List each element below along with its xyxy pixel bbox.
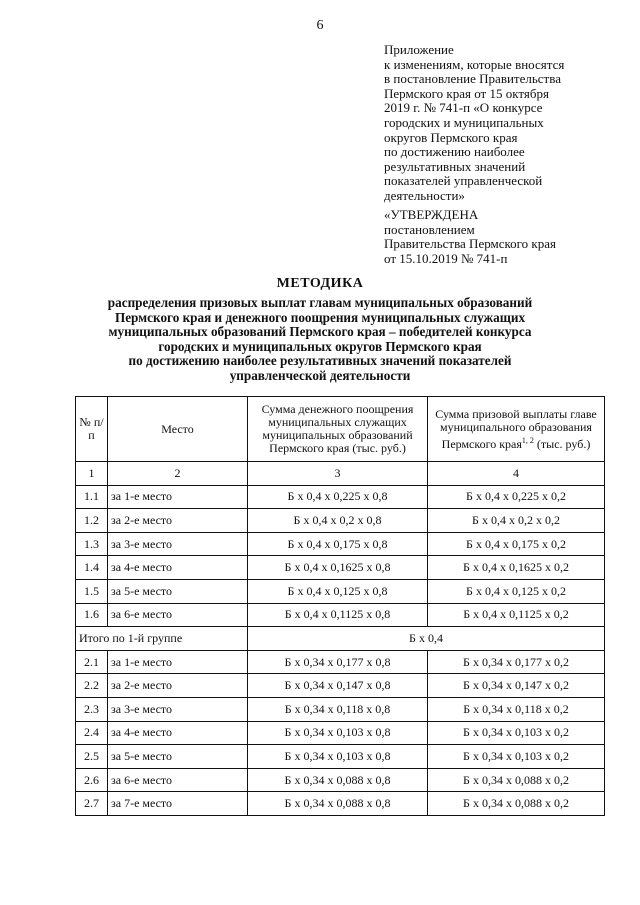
document-subtitle [60, 296, 580, 384]
row-number: 1.3 [76, 532, 108, 556]
table-row [76, 721, 605, 745]
column-index: 4 [428, 462, 605, 486]
row-place: за 6-е место [108, 603, 248, 627]
row-place: за 2-е место [108, 674, 248, 698]
table-row [76, 792, 605, 816]
head-prize-formula: Б х 0,4 х 0,125 х 0,2 [428, 579, 605, 603]
row-number: 2.4 [76, 721, 108, 745]
head-prize-formula: Б х 0,4 х 0,225 х 0,2 [428, 485, 605, 509]
row-place: за 5-е место [108, 745, 248, 769]
employee-award-formula: Б х 0,4 х 0,1625 х 0,8 [248, 556, 428, 580]
employee-award-formula: Б х 0,4 х 0,175 х 0,8 [248, 532, 428, 556]
row-number: 2.1 [76, 650, 108, 674]
row-number: 1.1 [76, 485, 108, 509]
employee-award-formula: Б х 0,34 х 0,147 х 0,8 [248, 674, 428, 698]
row-number: 2.7 [76, 792, 108, 816]
row-place: за 3-е место [108, 697, 248, 721]
head-prize-formula: Б х 0,4 х 0,1625 х 0,2 [428, 556, 605, 580]
employee-award-formula: Б х 0,4 х 0,125 х 0,8 [248, 579, 428, 603]
page-number: 6 [316, 18, 324, 33]
head-prize-formula: Б х 0,4 х 0,175 х 0,2 [428, 532, 605, 556]
row-number: 1.6 [76, 603, 108, 627]
table-row [76, 532, 605, 556]
table-header-row [76, 397, 605, 462]
group-total-row [76, 627, 605, 651]
row-place: за 6-е место [108, 768, 248, 792]
appendix-line: Приложение [384, 42, 454, 57]
header-employee-award: Сумма денежного поощрения муниципальных служащих муниципальных образований Пермского края (тыс. руб.) [248, 397, 428, 462]
subtitle-line: городских и муниципальных округов Пермского края [158, 338, 482, 354]
row-number: 2.2 [76, 674, 108, 698]
head-prize-formula: Б х 0,34 х 0,177 х 0,2 [428, 650, 605, 674]
approval-line: «УТВЕРЖДЕНА [384, 207, 479, 222]
appendix-line: результативных значений [384, 158, 526, 174]
employee-award-formula: Б х 0,34 х 0,118 х 0,8 [248, 697, 428, 721]
group-total-value: Б х 0,4 [248, 627, 605, 651]
employee-award-formula: Б х 0,34 х 0,177 х 0,8 [248, 650, 428, 674]
subtitle-line: управленческой деятельности [229, 367, 411, 383]
table-row [76, 556, 605, 580]
table-row [76, 509, 605, 533]
head-prize-formula: Б х 0,34 х 0,103 х 0,2 [428, 721, 605, 745]
subtitle-line: по достижению наиболее результативных значений показателей [128, 353, 512, 369]
employee-award-formula: Б х 0,4 х 0,225 х 0,8 [248, 485, 428, 509]
header-head-prize-text: Сумма призовой выплаты главе муниципального образования Пермского края [435, 406, 597, 451]
row-place: за 1-е место [108, 650, 248, 674]
footnote-marker: 1, 2 [521, 435, 534, 445]
appendix-line: по достижению наиболее [384, 144, 525, 160]
row-number: 1.2 [76, 509, 108, 533]
table-row [76, 579, 605, 603]
distribution-table [75, 396, 605, 816]
head-prize-formula: Б х 0,4 х 0,1125 х 0,2 [428, 603, 605, 627]
table-row [76, 745, 605, 769]
approval-line: постановлением [384, 221, 475, 237]
table-row [76, 603, 605, 627]
approval-line: Правительства Пермского края [384, 236, 556, 252]
row-number: 2.6 [76, 768, 108, 792]
head-prize-formula: Б х 0,34 х 0,147 х 0,2 [428, 674, 605, 698]
row-place: за 5-е место [108, 579, 248, 603]
appendix-line: показателей управленческой [384, 173, 543, 189]
employee-award-formula: Б х 0,4 х 0,2 х 0,8 [248, 509, 428, 533]
appendix-line: городских и муниципальных [384, 114, 544, 130]
column-index-row [76, 462, 605, 486]
row-number: 2.5 [76, 745, 108, 769]
head-prize-formula: Б х 0,4 х 0,2 х 0,2 [428, 509, 605, 533]
head-prize-formula: Б х 0,34 х 0,088 х 0,2 [428, 792, 605, 816]
approval-block [384, 208, 624, 266]
group-total-label: Итого по 1-й группе [76, 627, 248, 651]
table-row [76, 674, 605, 698]
appendix-block [384, 43, 624, 204]
appendix-line: Пермского края от 15 октября [384, 85, 549, 101]
row-place: за 2-е место [108, 509, 248, 533]
table-row [76, 650, 605, 674]
appendix-line: 2019 г. № 741-п «О конкурсе [384, 100, 543, 116]
appendix-line: деятельности» [384, 187, 465, 203]
header-place: Место [108, 397, 248, 462]
table-row [76, 768, 605, 792]
employee-award-formula: Б х 0,34 х 0,088 х 0,8 [248, 792, 428, 816]
row-place: за 7-е место [108, 792, 248, 816]
approval-line: от 15.10.2019 № 741-п [384, 250, 508, 266]
row-place: за 1-е место [108, 485, 248, 509]
column-index: 1 [76, 462, 108, 486]
employee-award-formula: Б х 0,34 х 0,103 х 0,8 [248, 745, 428, 769]
employee-award-formula: Б х 0,4 х 0,1125 х 0,8 [248, 603, 428, 627]
header-number: № п/п [76, 397, 108, 462]
row-number: 1.5 [76, 579, 108, 603]
header-head-prize [428, 397, 605, 462]
subtitle-line: муниципальных образований Пермского края – победителей конкурса [108, 324, 532, 340]
employee-award-formula: Б х 0,34 х 0,088 х 0,8 [248, 768, 428, 792]
row-place: за 4-е место [108, 721, 248, 745]
subtitle-line: распределения призовых выплат главам муниципальных образований [107, 295, 533, 310]
row-place: за 3-е место [108, 532, 248, 556]
table-row [76, 697, 605, 721]
row-number: 1.4 [76, 556, 108, 580]
head-prize-formula: Б х 0,34 х 0,118 х 0,2 [428, 697, 605, 721]
header-head-prize-unit: (тыс. руб.) [533, 436, 591, 451]
head-prize-formula: Б х 0,34 х 0,103 х 0,2 [428, 745, 605, 769]
subtitle-line: Пермского края и денежного поощрения муниципальных служащих [114, 309, 526, 325]
employee-award-formula: Б х 0,34 х 0,103 х 0,8 [248, 721, 428, 745]
appendix-line: к изменениям, которые вносятся [384, 56, 565, 72]
row-number: 2.3 [76, 697, 108, 721]
document-title: МЕТОДИКА [276, 276, 364, 291]
row-place: за 4-е место [108, 556, 248, 580]
head-prize-formula: Б х 0,34 х 0,088 х 0,2 [428, 768, 605, 792]
appendix-line: в постановление Правительства [384, 71, 561, 87]
table-row [76, 485, 605, 509]
column-index: 3 [248, 462, 428, 486]
appendix-line: округов Пермского края [384, 129, 518, 145]
column-index: 2 [108, 462, 248, 486]
